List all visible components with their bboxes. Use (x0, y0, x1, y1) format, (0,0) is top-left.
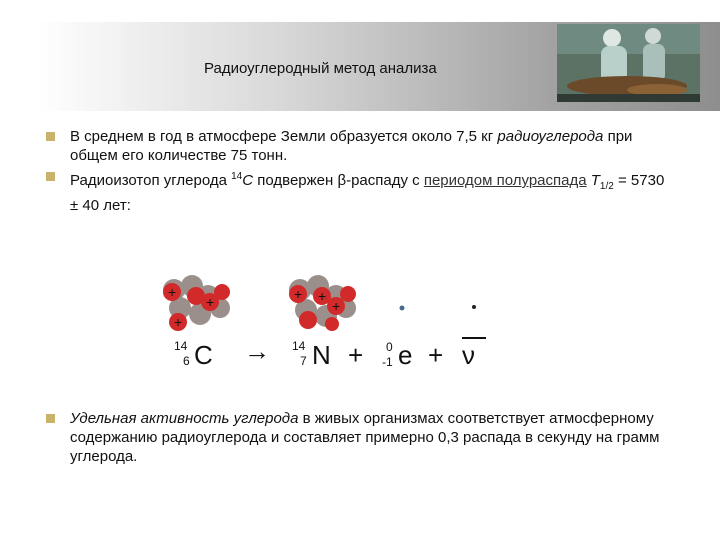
bullet-emphasis: радиоуглерода (497, 128, 604, 145)
svg-text:+: + (332, 298, 341, 314)
arrow-symbol: → (244, 336, 270, 366)
bullet-text: подвержен β-распаду с (253, 172, 424, 189)
e-mass: 0 (386, 340, 393, 354)
plus-symbol: + (348, 340, 364, 370)
bullet-text: Радиоизотоп углерода (70, 172, 232, 189)
half-life-link[interactable]: периодом полураспада (423, 172, 587, 189)
isotope-symbol: С (242, 172, 254, 189)
bullet-text: при общем его количестве 75 тонн. (70, 128, 633, 164)
svg-text:+: + (318, 288, 327, 304)
half-life-subscript: 1/2 (599, 181, 614, 192)
isotope-mass: 14 (231, 171, 243, 182)
bullet-marker (46, 414, 55, 423)
n-symbol: N (312, 340, 331, 370)
bullet-marker (46, 172, 55, 181)
carbon-nucleus-icon (163, 275, 230, 331)
slide-title: Радиоуглеродный метод анализа (204, 60, 437, 77)
neutrino-dot (472, 305, 476, 309)
beta-decay-equation (150, 268, 510, 378)
surgeons-photo (557, 24, 700, 102)
bullet-emphasis: Удельная активность углерода (70, 410, 299, 427)
bullet-item (46, 167, 666, 215)
n-mass: 14 (292, 339, 306, 353)
bullet-item (46, 409, 690, 466)
bullet-text: В среднем в год в атмосфере Земли образуется около 7,5 кг (70, 128, 498, 145)
c-mass: 14 (174, 339, 188, 353)
electron-dot (400, 306, 405, 311)
c-symbol: C (194, 340, 213, 370)
bullet-marker (46, 132, 55, 141)
bullet-item (46, 127, 666, 165)
antineutrino-symbol: ν (462, 340, 475, 370)
n-charge: 7 (300, 354, 307, 368)
nitrogen-nucleus-icon (289, 275, 356, 331)
bullet-list (46, 127, 666, 217)
bullet-text: в живых организмах соответствует атмосферному содержанию радиоуглерода и составляет примерно 0,3 распада в секунду на грамм углерода. (70, 410, 660, 465)
half-life-symbol: T (590, 172, 600, 189)
e-symbol: e (398, 340, 413, 370)
plus-symbol: + (428, 340, 444, 370)
svg-text:+: + (174, 314, 183, 330)
e-charge: -1 (382, 355, 393, 369)
svg-text:+: + (294, 286, 303, 302)
bullet-text: = 5730 ± 40 лет: (70, 172, 665, 214)
svg-text:+: + (206, 294, 215, 310)
c-charge: 6 (183, 354, 190, 368)
svg-text:+: + (168, 284, 177, 300)
